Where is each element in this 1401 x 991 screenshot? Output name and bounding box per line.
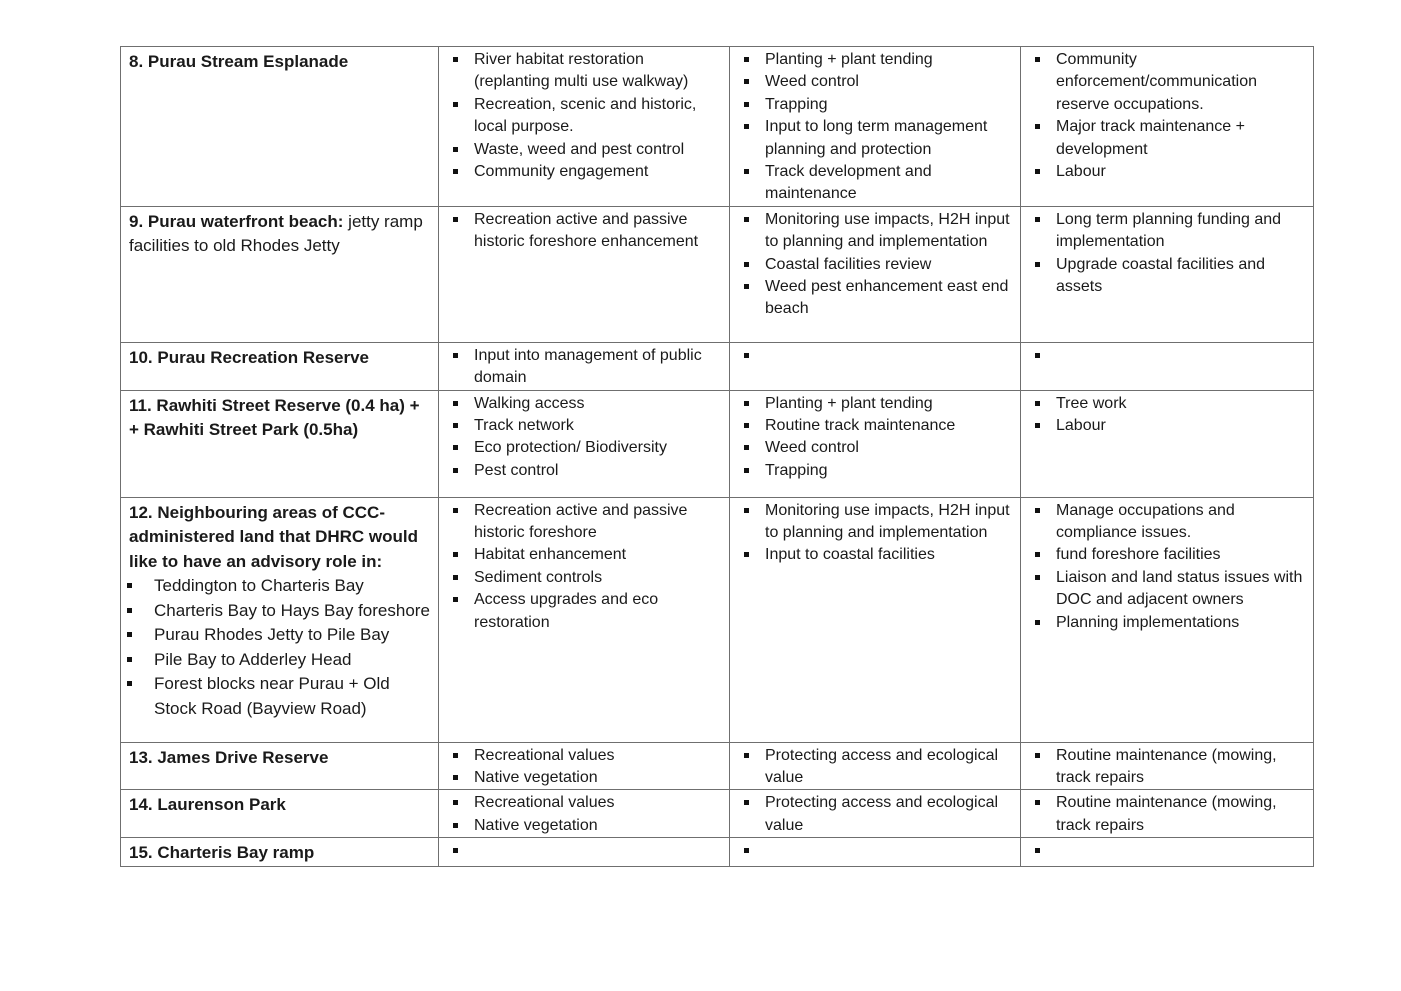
area-cell bbox=[121, 790, 439, 838]
value-cell bbox=[439, 342, 730, 390]
table-row bbox=[121, 342, 1314, 390]
resource-item: Planning implementations bbox=[1029, 612, 1305, 634]
area-cell bbox=[121, 342, 439, 390]
action-cell bbox=[730, 790, 1021, 838]
area-name: 12. Neighbouring areas of CCC-administered land that DHRC would like to have an advisory role in: bbox=[129, 502, 419, 571]
sub-area-item: Purau Rhodes Jetty to Pile Bay bbox=[127, 623, 430, 648]
area-heading bbox=[129, 49, 430, 75]
table-row bbox=[121, 838, 1314, 867]
value-cell bbox=[439, 390, 730, 497]
resource-item: Liaison and land status issues with DOC and adjacent owners bbox=[1029, 567, 1305, 612]
area-heading bbox=[129, 209, 430, 259]
table-row bbox=[121, 206, 1314, 342]
value-cell bbox=[439, 838, 730, 867]
action-item: Protecting access and ecological value bbox=[738, 745, 1012, 790]
value-list bbox=[447, 840, 721, 862]
action-list bbox=[738, 840, 1012, 862]
action-list bbox=[738, 500, 1012, 567]
action-cell bbox=[730, 742, 1021, 790]
reserves-management-table bbox=[120, 46, 1314, 867]
area-cell bbox=[121, 206, 439, 342]
action-list bbox=[738, 209, 1012, 321]
action-item bbox=[738, 840, 1012, 862]
value-item: Recreational values bbox=[447, 745, 721, 767]
value-list bbox=[447, 49, 721, 183]
value-cell bbox=[439, 206, 730, 342]
value-list bbox=[447, 345, 721, 390]
resource-item: Manage occupations and compliance issues. bbox=[1029, 500, 1305, 545]
action-item: Input to coastal facilities bbox=[738, 544, 1012, 566]
area-heading bbox=[129, 345, 430, 371]
value-item: Eco protection/ Biodiversity bbox=[447, 437, 721, 459]
value-item: Recreation active and passive historic foreshore bbox=[447, 500, 721, 545]
sub-area-item: Teddington to Charteris Bay bbox=[127, 574, 430, 599]
area-name: 14. Laurenson Park bbox=[129, 795, 286, 815]
value-item: Recreation, scenic and historic, local purpose. bbox=[447, 94, 721, 139]
value-list bbox=[447, 393, 721, 483]
action-item: Trapping bbox=[738, 460, 1012, 482]
area-heading bbox=[129, 745, 430, 771]
value-item: Walking access bbox=[447, 393, 721, 415]
table-row bbox=[121, 742, 1314, 790]
resource-item bbox=[1029, 840, 1305, 862]
resource-cell bbox=[1021, 838, 1314, 867]
value-list bbox=[447, 500, 721, 634]
resource-item: Routine maintenance (mowing, track repairs bbox=[1029, 792, 1305, 837]
value-item: Community engagement bbox=[447, 161, 721, 183]
action-item: Weed pest enhancement east end beach bbox=[738, 276, 1012, 321]
value-item: Native vegetation bbox=[447, 815, 721, 837]
value-cell bbox=[439, 742, 730, 790]
resource-item: Labour bbox=[1029, 161, 1305, 183]
area-name: 10. Purau Recreation Reserve bbox=[129, 347, 370, 367]
action-item: Monitoring use impacts, H2H input to planning and implementation bbox=[738, 209, 1012, 254]
value-item: River habitat restoration (replanting multi use walkway) bbox=[447, 49, 721, 94]
resource-list bbox=[1029, 345, 1305, 367]
resource-list bbox=[1029, 500, 1305, 634]
resource-list bbox=[1029, 209, 1305, 299]
value-item: Access upgrades and eco restoration bbox=[447, 589, 721, 634]
area-name: 11. Rawhiti Street Reserve (0.4 ha) + + Rawhiti Street Park (0.5ha) bbox=[129, 395, 420, 440]
action-cell bbox=[730, 47, 1021, 207]
action-item: Planting + plant tending bbox=[738, 393, 1012, 415]
resource-item: Long term planning funding and implementation bbox=[1029, 209, 1305, 254]
area-cell bbox=[121, 47, 439, 207]
action-list bbox=[738, 49, 1012, 206]
resource-item: Routine maintenance (mowing, track repairs bbox=[1029, 745, 1305, 790]
action-item: Coastal facilities review bbox=[738, 254, 1012, 276]
action-item: Weed control bbox=[738, 437, 1012, 459]
table-row bbox=[121, 47, 1314, 207]
action-list bbox=[738, 745, 1012, 790]
action-list bbox=[738, 345, 1012, 367]
area-name: 15. Charteris Bay ramp bbox=[129, 843, 315, 863]
resource-cell bbox=[1021, 497, 1314, 742]
resource-item: fund foreshore facilities bbox=[1029, 544, 1305, 566]
action-item bbox=[738, 345, 1012, 367]
area-name: 9. Purau waterfront beach: bbox=[129, 211, 344, 231]
resource-cell bbox=[1021, 206, 1314, 342]
area-heading bbox=[129, 393, 430, 443]
area-heading bbox=[129, 840, 430, 866]
action-item: Monitoring use impacts, H2H input to planning and implementation bbox=[738, 500, 1012, 545]
area-heading bbox=[129, 792, 430, 818]
action-cell bbox=[730, 206, 1021, 342]
area-description: jetty ramp facilities to old Rhodes Jetty bbox=[129, 211, 423, 256]
sub-area-list bbox=[129, 574, 430, 721]
resource-cell bbox=[1021, 47, 1314, 207]
value-cell bbox=[439, 790, 730, 838]
area-cell bbox=[121, 497, 439, 742]
value-item: Recreational values bbox=[447, 792, 721, 814]
action-cell bbox=[730, 497, 1021, 742]
sub-area-item: Charteris Bay to Hays Bay foreshore bbox=[127, 599, 430, 624]
value-item: Sediment controls bbox=[447, 567, 721, 589]
action-item: Routine track maintenance bbox=[738, 415, 1012, 437]
resource-cell bbox=[1021, 790, 1314, 838]
resource-item: Community enforcement/communication reserve occupations. bbox=[1029, 49, 1305, 116]
resource-item bbox=[1029, 345, 1305, 367]
action-item: Trapping bbox=[738, 94, 1012, 116]
value-item: Native vegetation bbox=[447, 767, 721, 789]
action-cell bbox=[730, 838, 1021, 867]
action-list bbox=[738, 393, 1012, 483]
resource-list bbox=[1029, 49, 1305, 183]
area-heading bbox=[129, 500, 430, 575]
value-item bbox=[447, 840, 721, 862]
action-cell bbox=[730, 342, 1021, 390]
sub-area-item: Forest blocks near Purau + Old Stock Road (Bayview Road) bbox=[127, 672, 430, 721]
resource-list bbox=[1029, 745, 1305, 790]
value-item: Waste, weed and pest control bbox=[447, 139, 721, 161]
table-row bbox=[121, 497, 1314, 742]
resource-cell bbox=[1021, 342, 1314, 390]
resource-item: Upgrade coastal facilities and assets bbox=[1029, 254, 1305, 299]
value-list bbox=[447, 209, 721, 254]
sub-area-item: Pile Bay to Adderley Head bbox=[127, 648, 430, 673]
value-list bbox=[447, 745, 721, 790]
value-item: Pest control bbox=[447, 460, 721, 482]
value-item: Input into management of public domain bbox=[447, 345, 721, 390]
resource-cell bbox=[1021, 742, 1314, 790]
area-name: 13. James Drive Reserve bbox=[129, 747, 329, 767]
action-list bbox=[738, 792, 1012, 837]
resource-cell bbox=[1021, 390, 1314, 497]
resource-item: Labour bbox=[1029, 415, 1305, 437]
resource-list bbox=[1029, 792, 1305, 837]
table-body bbox=[121, 47, 1314, 867]
value-cell bbox=[439, 497, 730, 742]
value-cell bbox=[439, 47, 730, 207]
resource-item: Major track maintenance + development bbox=[1029, 116, 1305, 161]
table-row bbox=[121, 790, 1314, 838]
action-item: Track development and maintenance bbox=[738, 161, 1012, 206]
area-cell bbox=[121, 838, 439, 867]
value-item: Track network bbox=[447, 415, 721, 437]
action-item: Weed control bbox=[738, 71, 1012, 93]
action-cell bbox=[730, 390, 1021, 497]
value-item: Habitat enhancement bbox=[447, 544, 721, 566]
action-item: Planting + plant tending bbox=[738, 49, 1012, 71]
action-item: Input to long term management planning and protection bbox=[738, 116, 1012, 161]
area-name: 8. Purau Stream Esplanade bbox=[129, 52, 349, 71]
action-item: Protecting access and ecological value bbox=[738, 792, 1012, 837]
value-list bbox=[447, 792, 721, 837]
resource-list bbox=[1029, 840, 1305, 862]
resource-item: Tree work bbox=[1029, 393, 1305, 415]
area-cell bbox=[121, 742, 439, 790]
value-item: Recreation active and passive historic foreshore enhancement bbox=[447, 209, 721, 254]
table-row bbox=[121, 390, 1314, 497]
area-cell bbox=[121, 390, 439, 497]
resource-list bbox=[1029, 393, 1305, 438]
